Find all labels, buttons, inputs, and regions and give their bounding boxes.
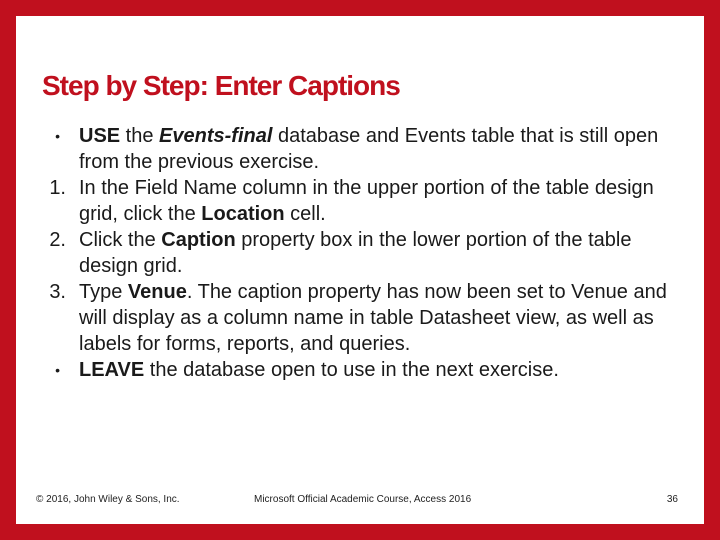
item-text: Click the <box>79 229 162 251</box>
item-text: database and Events table that is still open from the previous exercise. <box>79 125 659 173</box>
item-text: cell. <box>284 203 326 225</box>
list-item <box>26 357 686 383</box>
emphasis-text: Caption <box>161 229 236 251</box>
bullet-marker: • <box>55 362 60 378</box>
list-item <box>26 279 686 357</box>
emphasis-text: USE <box>79 125 121 147</box>
item-text: In the Field Name column in the upper portion of the table design grid, click the <box>79 177 654 225</box>
step-number: 2. <box>49 229 66 251</box>
item-text: the database open to use in the next exercise. <box>144 359 559 381</box>
step-number: 3. <box>49 281 66 303</box>
emphasis-text: Location <box>201 203 285 225</box>
list-item <box>26 175 686 227</box>
slide <box>16 16 704 524</box>
footer-page-number: 36 <box>666 494 678 505</box>
item-text: . The caption property has now been set to Venue and will display as a column name in table Datasheet view, as well as labels for forms, reports, and queries. <box>79 281 667 355</box>
item-text: property box in the lower portion of the table design grid. <box>79 229 632 277</box>
slide-title: Step by Step: Enter Captions <box>42 70 400 101</box>
bullet-marker: • <box>55 128 60 144</box>
instruction-list <box>26 123 686 383</box>
emphasis-text: Venue <box>127 281 187 303</box>
list-item <box>26 123 686 175</box>
emphasis-text: LEAVE <box>79 359 145 381</box>
item-text: Type <box>79 281 128 303</box>
step-number: 1. <box>49 177 66 199</box>
list-item <box>26 227 686 279</box>
footer-course: Microsoft Official Academic Course, Access 2016 <box>254 494 472 505</box>
emphasis-text: Events-final <box>159 125 273 147</box>
item-text: the <box>120 125 160 147</box>
footer-copyright: © 2016, John Wiley & Sons, Inc. <box>36 494 180 505</box>
